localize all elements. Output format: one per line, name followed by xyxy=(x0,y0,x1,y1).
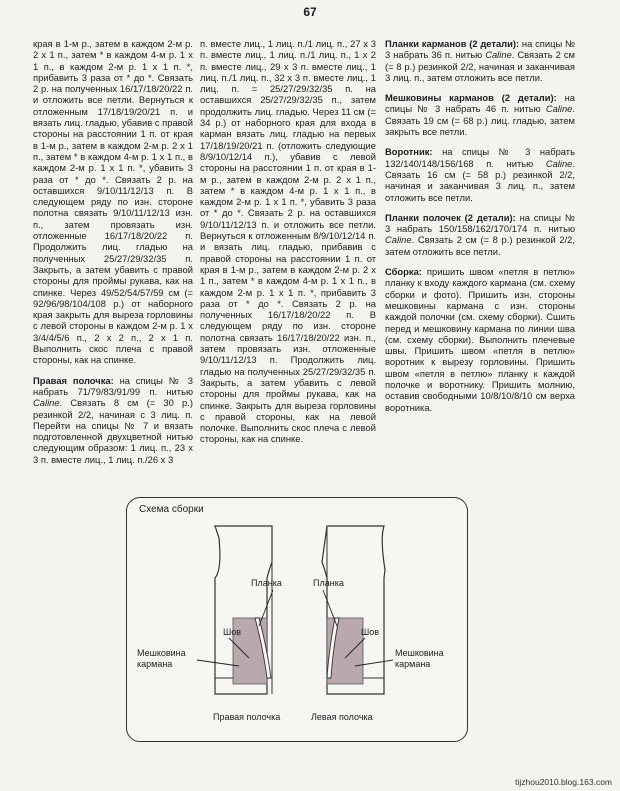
label-meshkovina-right: Мешковина кармана xyxy=(395,648,444,669)
diagram-drawing xyxy=(127,498,467,741)
label-planka-right: Планка xyxy=(313,578,344,588)
right-front-continued-text: п. вместе лиц., 1 лиц. п./1 лиц. п., 27 х 3 п. вместе лиц., 1 лиц. п./1 лиц. п., 1 х 2 п. вместе лиц., 29 х 3 п. вместе лиц., 1 лиц. п./1 лиц. п., 32 х 3 п. вместе лиц., 1 лиц. п. = 25/27/29/32/35 п. на оставшихся 25/27/29/32/35 п., затем продолжить лиц. гладью. Через 11 см (= 34 р.) от наборного края для входа в карман вязать лиц. гладью на первых 17/18/19/20/21 п. (отложить следующие 8/9/10/12/14 п.), убавив с левой стороны на расстоянии 1 п. от края в 1-м р., затем в каждом 2-м р. 2 х 1 п., затем * в каждом 4-м р. 1 х 1 п., в каждом 2-м р. 1 х 1 п. *, убавить 3 раза от * до *. Связать 2 р. на оставшихся 9/10/11/12/13 п. и отложить все петли. Вернуться к отложенным 8/9/10/12/14 п. и вязать лиц. гладью, прибавив с правой стороны на расстоянии 1 п. от края в 1-м р., затем в каждом 2-м р. 2 х 1 п., затем * в каждом 4-м р. 1 х 1 п., в каждом 2-м р. 1 х 1 п. *, прибавить 3 раза от * до *. Связать 2 р. на полученных 16/17/18/20/22 п. В следующем ряду по изн. стороне полотна связать 16/17/18/20/22 изн. п., затем провязать изн. отложенные 9/10/11/12/13 п. Продолжить лиц. гладью на полученных 25/27/29/32/35 п. Закрыть, а затем убавить с левой стороны для проймы рукава, как на спинке. Закрыть для выреза горловины с правой стороны, как на левой полочке. Выполнить скос плеча с левой стороны, как на спинке. xyxy=(200,38,376,445)
label-shov-left: Шов xyxy=(223,627,242,637)
pocket-bands-heading: Планки карманов (2 детали): xyxy=(385,38,520,49)
pocket-linings-heading: Мешковины карманов (2 детали): xyxy=(385,92,557,104)
page-number: 67 xyxy=(303,5,317,19)
caption-left-front: Левая полочка xyxy=(311,712,373,722)
right-front-section: Правая полочка: на спицы № 3 набрать 71/79/83/91/99 п. нитью Caline. Связать 8 см (= 30 р.) резинкой 2/2, начиная с 3 лиц. п. Перейти на спицы № 7 и вязать подготовленной двухцветной нитью следующим образом: 1 лиц. п., 23 х 3 п. вместе лиц., 1 лиц. п./26 х 3 xyxy=(33,374,193,465)
right-front-heading: Правая полочка: xyxy=(33,374,114,386)
text-column-3 xyxy=(385,38,575,422)
collar-heading: Воротник: xyxy=(385,146,433,158)
diagram-title: Схема сборки xyxy=(139,504,204,515)
pocket-bands-section: Планки карманов (2 детали): на спицы № 3 набрать 36 п. нитью Caline. Связать 2 см (= 8 р.) резинкой 2/2, начиная и заканчивая 3 лиц. п., затем отложить все петли. xyxy=(385,38,576,83)
assembly-heading: Сборка: xyxy=(385,266,422,278)
front-bands-section: Планки полочек (2 детали): на спицы № 3 набрать 150/158/162/170/174 п. нитью Caline. Связать 2 см (= 8 р.) резинкой 2/2, затем отложить все петли. xyxy=(385,211,575,257)
left-front-continued-text: края в 1-м р., затем в каждом 2-м р. 2 х 1 п., затем * в каждом 4-м р. 1 х 1 п., в каждом 2-м р. 1 х 1 п. *, прибавить 3 раза от * до *. Связать 2 р. на полученных 16/17/18/20/22 п. и отложить все петли. Вернуться к отложенным 17/18/19/20/21 п. и вязать лиц. гладью, убавив с правой стороны на расстоянии 1 п. от края в 1-м р., затем в каждом 2-м р. 2 х 1 п., затем * в каждом 4-м р. 1 х 1 п., в каждом 2-м р. 1 х 1 п. *, убавить 3 раза от * до *. Связать 2 р. на оставшихся 9/10/11/12/13 п. В следующем ряду по изн. стороне полотна связать 9/10/11/12/13 изн. п., затем провязать изн. отложенные 16/17/18/20/22 п. Продолжить лиц. гладью на полученных 25/27/29/32/35 п. Закрыть, а затем убавить с правой стороны для проймы рукава, как на спинке. Через 49/52/54/57/59 см (= 92/96/98/104/108 р.) от наборного края закрыть для выреза горловины с левой стороны в каждом 2-м р. 1 х 3/4/4/5/6 п., 2 х 2 п., 2 х 1 п. Выполнить скос плеча с правой стороны, как на спинке. xyxy=(33,38,193,366)
label-shov-right: Шов xyxy=(361,627,380,637)
collar-section: Воротник: на спицы № 3 набрать 132/140/148/156/168 п. нитью Caline. Связать 16 см (= 58 р.) резинкой 2/2, начиная и заканчивая 3 лиц. п., затем отложить все петли. xyxy=(385,146,575,203)
assembly-diagram xyxy=(126,497,468,742)
label-meshkovina-left: Мешковина кармана xyxy=(137,648,186,669)
assembly-section: Сборка: пришить швом «петля в петлю» планку к входу каждого кармана (см. схему сборки и фото). Пришить изн. стороны мешковины кармана с изн. стороны каждой полочки (см. схему сборки). Сшить перед и мешковину кармана по линии шва (см. схему сборки). Выполнить плечевые швы. Пришить швом «петля в петлю» воротник к вырезу горловины. Пришить швом «петля в петлю» планку к каждой полочке и воротнику. Пришить молнию, оставив свободными 10/8/10/8/10 см верха воротника. xyxy=(385,266,575,413)
text-column-2 xyxy=(200,38,376,454)
footer-watermark: tijzhou2010.blog.163.com xyxy=(515,777,612,787)
front-bands-heading: Планки полочек (2 детали): xyxy=(385,211,516,223)
text-column-1 xyxy=(33,38,193,474)
label-planka-left: Планка xyxy=(251,578,282,588)
caption-right-front: Правая полочка xyxy=(213,712,281,722)
pocket-linings-section: Мешковины карманов (2 детали): на спицы № 3 набрать 46 п. нитью Caline. Связать 19 см (= 68 р.) лиц. гладью, затем закрыть все петли. xyxy=(385,92,575,138)
